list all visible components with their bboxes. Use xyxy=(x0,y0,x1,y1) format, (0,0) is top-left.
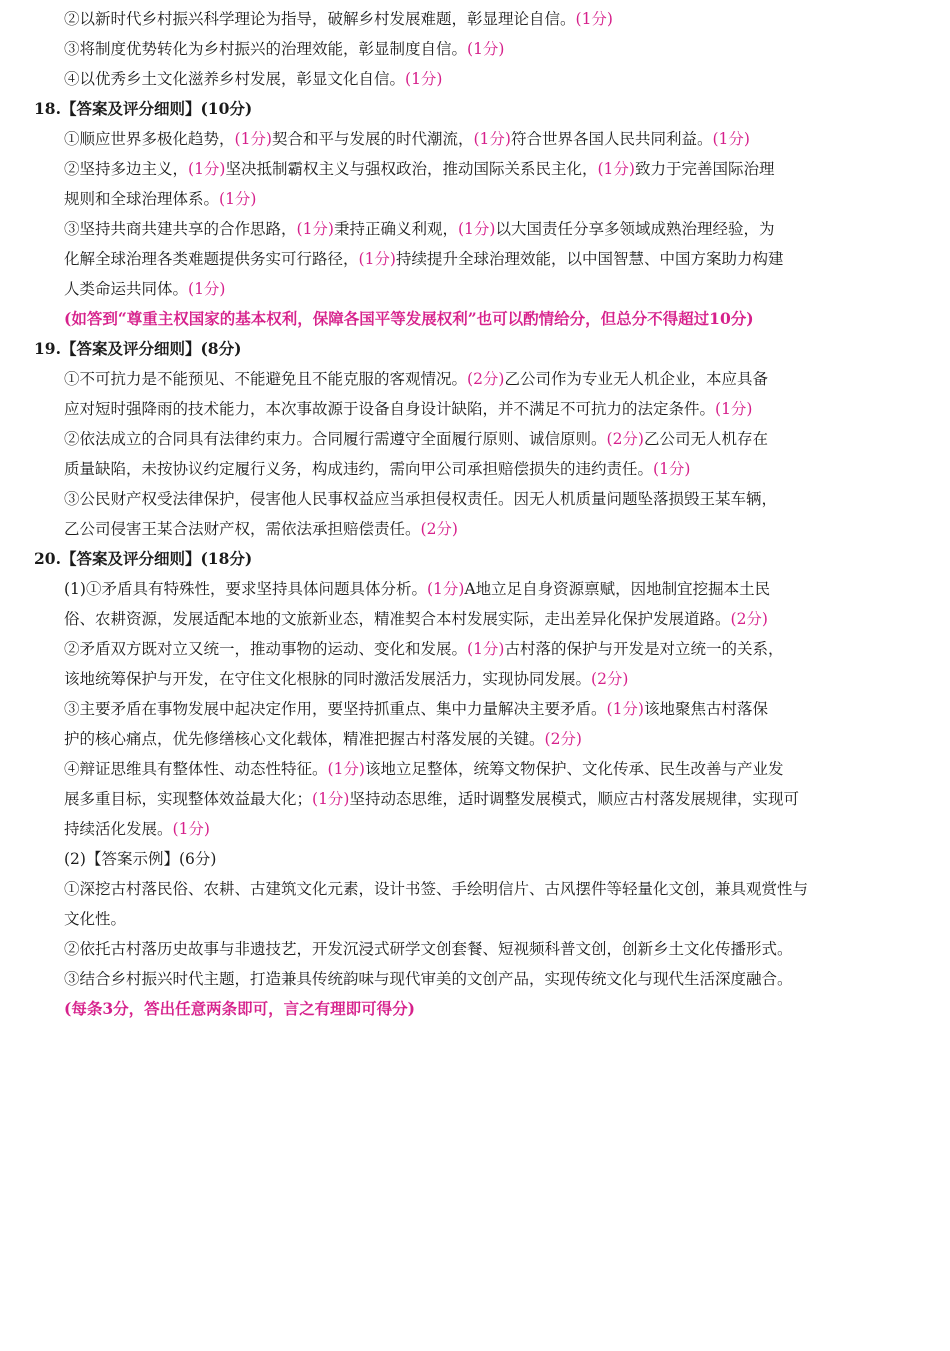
answer-line xyxy=(34,274,916,304)
answer-text: 乙公司无人机存在 xyxy=(643,430,768,448)
answer-text: 以大国责任分享多领域成熟治理经验，为 xyxy=(495,220,775,238)
points-label: (2分) xyxy=(420,520,458,538)
answer-text: 人类命运共同体。 xyxy=(64,280,189,298)
question-heading xyxy=(34,334,916,364)
points-label: (1分) xyxy=(327,760,365,778)
answer-line xyxy=(34,244,916,274)
answer-line xyxy=(34,4,916,34)
points-label: (1分) xyxy=(467,640,505,658)
answer-text: 契合和平与发展的时代潮流， xyxy=(271,130,474,148)
answer-text: 展多重目标，实现整体效益最大化； xyxy=(64,790,313,808)
points-label: (1分) xyxy=(405,70,443,88)
answer-text: ②依法成立的合同具有法律约束力。合同履行需遵守全面履行原则、诚信原则。 xyxy=(64,430,607,448)
points-label: (1分) xyxy=(188,160,226,178)
answer-text: ③结合乡村振兴时代主题，打造兼具传统韵味与现代审美的文创产品，实现传统文化与现代生活深度融合。 xyxy=(64,970,793,988)
answer-text: 规则和全球治理体系。 xyxy=(64,190,220,208)
answer-line xyxy=(34,874,916,904)
answer-line xyxy=(34,154,916,184)
answer-text: 符合世界各国人民共同利益。 xyxy=(510,130,713,148)
answer-line xyxy=(34,64,916,94)
answer-line xyxy=(34,604,916,634)
answer-text: 乙公司侵害王某合法财产权，需依法承担赔偿责任。 xyxy=(64,520,421,538)
answer-text: ①顺应世界多极化趋势， xyxy=(64,130,235,148)
answer-text: 19.【答案及评分细则】(8分) xyxy=(34,339,242,358)
points-label: (1分) xyxy=(188,280,226,298)
scoring-note xyxy=(34,994,916,1024)
points-label: (2分) xyxy=(544,730,582,748)
answer-line xyxy=(34,394,916,424)
question-heading xyxy=(34,544,916,574)
answer-line xyxy=(34,724,916,754)
answer-text: 应对短时强降雨的技术能力，本次事故源于设备自身设计缺陷，并不满足不可抗力的法定条件。 xyxy=(64,400,716,418)
answer-text: A地立足自身资源禀赋，因地制宜挖掘本土民 xyxy=(464,580,771,598)
answer-text: 该地聚焦古村落保 xyxy=(643,700,768,718)
answer-text: 持续提升全球治理效能，以中国智慧、中国方案助力构建 xyxy=(395,250,784,268)
points-label: (2分) xyxy=(467,370,505,388)
answer-text: 俗、农耕资源，发展适配本地的文旅新业态，精准契合本村发展实际，走出差异化保护发展道路。 xyxy=(64,610,731,628)
answer-line xyxy=(34,784,916,814)
answer-text: ③主要矛盾在事物发展中起决定作用，要坚持抓重点、集中力量解决主要矛盾。 xyxy=(64,700,607,718)
answer-line xyxy=(34,424,916,454)
answer-line xyxy=(34,124,916,154)
answer-line xyxy=(34,184,916,214)
answer-text: (如答到“尊重主权国家的基本权利，保障各国平等发展权利”也可以酌情给分，但总分不得超过10分) xyxy=(64,309,754,328)
points-label: (1分) xyxy=(712,130,750,148)
answer-text: 该地立足整体，统筹文物保护、文化传承、民生改善与产业发 xyxy=(364,760,784,778)
points-label: (1分) xyxy=(219,190,257,208)
answer-line xyxy=(34,694,916,724)
answer-text: 古村落的保护与开发是对立统一的关系， xyxy=(504,640,784,658)
answer-text: 文化性。 xyxy=(64,910,127,928)
answer-text: 秉持正确义利观， xyxy=(333,220,458,238)
answer-line xyxy=(34,364,916,394)
answer-line xyxy=(34,454,916,484)
points-label: (2分) xyxy=(730,610,768,628)
answer-line xyxy=(34,514,916,544)
answer-text: 质量缺陷，未按协议约定履行义务，构成违约，需向甲公司承担赔偿损失的违约责任。 xyxy=(64,460,654,478)
points-label: (1分) xyxy=(358,250,396,268)
points-label: (1分) xyxy=(312,790,350,808)
answer-line xyxy=(34,844,916,874)
answer-line xyxy=(34,934,916,964)
answer-line xyxy=(34,34,916,64)
answer-text: ①深挖古村落民俗、农耕、古建筑文化元素，设计书签、手绘明信片、古风摆件等轻量化文创，兼具观赏性与 xyxy=(64,880,809,898)
answer-line xyxy=(34,574,916,604)
points-label: (1分) xyxy=(458,220,496,238)
answer-line xyxy=(34,634,916,664)
points-label: (1分) xyxy=(296,220,334,238)
answer-text: 坚持动态思维，适时调整发展模式，顺应古村落发展规律，实现可 xyxy=(349,790,799,808)
points-label: (1分) xyxy=(715,400,753,418)
answer-text: 致力于完善国际治理 xyxy=(634,160,775,178)
answer-text: ①不可抗力是不能预见、不能避免且不能克服的客观情况。 xyxy=(64,370,468,388)
points-label: (2分) xyxy=(606,430,644,448)
answer-text: 护的核心痛点，优先修缮核心文化载体，精准把握古村落发展的关键。 xyxy=(64,730,545,748)
answer-text: ④辩证思维具有整体性、动态性特征。 xyxy=(64,760,328,778)
answer-text: 化解全球治理各类难题提供务实可行路径， xyxy=(64,250,359,268)
answer-text: (1)①矛盾具有特殊性，要求坚持具体问题具体分析。 xyxy=(64,580,427,598)
scoring-note xyxy=(34,304,916,334)
points-label: (1分) xyxy=(234,130,272,148)
points-label: (1分) xyxy=(172,820,210,838)
answer-text: ③将制度优势转化为乡村振兴的治理效能，彰显制度自信。 xyxy=(64,40,468,58)
answer-text: ③坚持共商共建共享的合作思路， xyxy=(64,220,297,238)
answer-line xyxy=(34,664,916,694)
points-label: (2分) xyxy=(591,670,629,688)
points-label: (1分) xyxy=(653,460,691,478)
points-label: (1分) xyxy=(575,10,613,28)
points-label: (1分) xyxy=(597,160,635,178)
answer-line xyxy=(34,214,916,244)
answer-text: (每条3分，答出任意两条即可，言之有理即可得分) xyxy=(64,999,415,1018)
answer-text: 20.【答案及评分细则】(18分) xyxy=(34,549,253,568)
answer-text: ③公民财产权受法律保护，侵害他人民事权益应当承担侵权责任。因无人机质量问题坠落损毁王某车辆， xyxy=(64,490,778,508)
answer-line xyxy=(34,814,916,844)
answer-line xyxy=(34,754,916,784)
points-label: (1分) xyxy=(606,700,644,718)
answer-text: 该地统筹保护与开发，在守住文化根脉的同时激活发展活力，实现协同发展。 xyxy=(64,670,592,688)
answer-line xyxy=(34,964,916,994)
answer-text: 持续活化发展。 xyxy=(64,820,173,838)
answer-text: ④以优秀乡土文化滋养乡村发展，彰显文化自信。 xyxy=(64,70,406,88)
answer-text: ②以新时代乡村振兴科学理论为指导，破解乡村发展难题，彰显理论自信。 xyxy=(64,10,576,28)
answer-text: ②依托古村落历史故事与非遗技艺，开发沉浸式研学文创套餐、短视频科普文创，创新乡土文化传播形式。 xyxy=(64,940,793,958)
points-label: (1分) xyxy=(473,130,511,148)
question-heading xyxy=(34,94,916,124)
answer-text: 18.【答案及评分细则】(10分) xyxy=(34,99,253,118)
answer-text: 坚决抵制霸权主义与强权政治，推动国际关系民主化， xyxy=(225,160,598,178)
answer-text: 乙公司作为专业无人机企业，本应具备 xyxy=(504,370,768,388)
answer-text: (2)【答案示例】(6分) xyxy=(64,850,217,868)
answer-line xyxy=(34,484,916,514)
answer-text: ②矛盾双方既对立又统一，推动事物的运动、变化和发展。 xyxy=(64,640,468,658)
answer-text: ②坚持多边主义， xyxy=(64,160,189,178)
points-label: (1分) xyxy=(426,580,465,598)
points-label: (1分) xyxy=(467,40,505,58)
answer-line xyxy=(34,904,916,934)
